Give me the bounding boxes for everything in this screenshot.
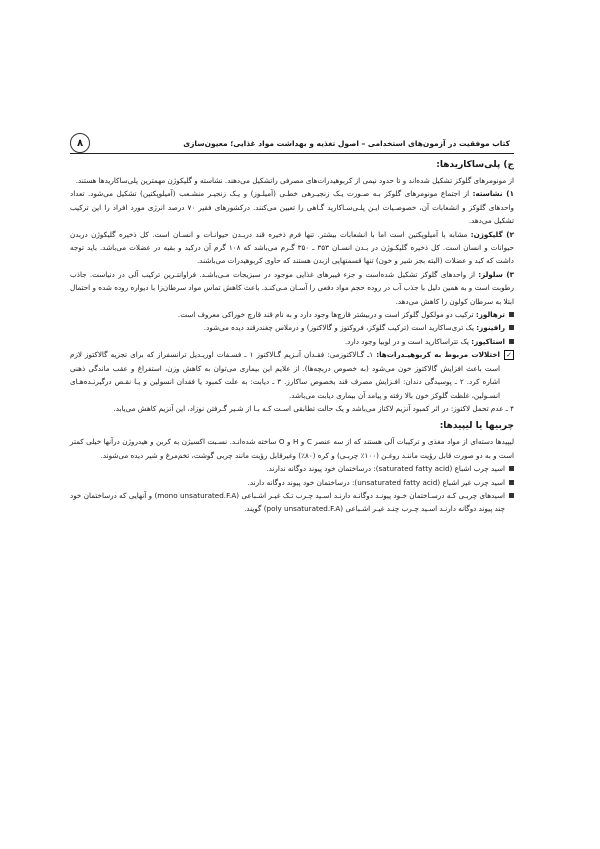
square-bullet-icon [509, 480, 514, 485]
bullet-text: اسید چرب اشباع (saturated fatty acid): درساختمان خود پیوند دوگانه ندارند. [266, 464, 505, 474]
bullet-text: یک تتراساکارید است و در لوبیا وجود دارد. [344, 336, 469, 346]
starch-text: از اجتماع مونومرهای گلوکز بـه صـورت یـک زنجیـرهی خطـی (آمیلـوز) و یـک زنجیـر منشـعب (آمیلوپکتین) تشکیل می‌شود. تعداد واحدهای گلوکز و انشعابات آن، خصوصـیات ایـن پلـی‌سـاکارید گـاهی را تعیین می‌کنند. درکشورهای فقیر ۷۰ درصد انرژی مورد افراد را این ترکیب تشکیل می‌دهد. [70, 189, 515, 226]
square-bullet-icon [509, 312, 514, 317]
glycogen-label: ۲) گلیکوژن: [470, 229, 514, 239]
starch-paragraph [70, 187, 514, 227]
disorders-text: ۱ـ گـالاکتوزمی: فقـدان آنـزیم گـالاکتوز ۱ ـ فسـفات اوریـدیل ترانسفراز که برای تجزیه گالاکتوز لازم است باعث افزایش گالاکتوز خون می‌شود (به خصوص دربچه‌ها). از علایم این بیماری می‌توان به کاهش وزن، استفراغ و عقب ماندگی ذهنی اشاره کرد. ۲ ـ پوسیدگی دندان: افـزایش مصرف قند بخصوص ساکارز. ۳ ـ دیابت: به علت کمبود یا فقدان انسولین و یـا نقـص درگیرنـده‌هـای انسـولین، غلظت گلوکز خون بالا رفته و پیامد آن بیماری دیابت می‌باشد. [70, 350, 501, 400]
cellulose-paragraph [70, 268, 514, 308]
disorders-title: اختلالات مربوط به کربوهیـدرات‌ها: [376, 350, 500, 360]
list-item [70, 489, 514, 516]
section-title-lipids: چربیها یا لیپیدها: [439, 421, 514, 432]
section-title-polysaccharides: ج) پلی‌ساکاریدها: [436, 160, 514, 170]
square-bullet-icon [509, 493, 514, 498]
glycogen-text: مشابه با آمیلوپکتین است اما با انشعابات بیشتر. تنها فرم ذخیره قند دربـدن حیوانـات و انسـان است. کل ذخیره گلیکوژن دربدن حیوانات و انسان است. کل ذخیره گلیکـوژن در بـدن انسـان ۳۵۳ ـ ۳۵۰ گـرم می‌باشد که ۱۰۸ گرم آن درکبد و بقیه در عضلات می‌باشد. باید توجه داشت که کبد و عضلات (البته بجز شیر و خون) تنها قسمتهایی ازبدن هستند که حاوی کربوهیدرات می‌باشند. [70, 229, 514, 266]
running-title: کتاب موفقیت در آزمون‌های استخدامی – اصول تغذیه و بهداشت مواد غذایی؛ معیون‌سازی [183, 138, 510, 148]
page-number: ۸ [70, 133, 90, 153]
bullet-label: استاکیوز: [471, 336, 505, 346]
checkbox-icon: ✓ [504, 350, 514, 360]
bullet-label: ترهالوز: [475, 310, 505, 320]
cellulose-label: ۳) سلولز: [478, 269, 514, 279]
square-bullet-icon [509, 339, 514, 344]
square-bullet-icon [509, 466, 514, 471]
bullet-text: اسید چرب غیر اشباع (unsaturated fatty acid): درساختمان خود پیوند دوگانه دارند. [247, 477, 505, 487]
square-bullet-icon [509, 325, 514, 330]
body-text [70, 159, 514, 516]
running-header [70, 135, 514, 154]
bullet-text: یک تری‌ساکارید است (ترکیب گلوکز، فروکتوز و گالاکتوز) و درملاس چغندرقند دیده می‌شود. [203, 323, 474, 333]
glycogen-paragraph [70, 228, 514, 268]
bullet-label: رافینوز: [476, 323, 505, 333]
list-item [70, 476, 514, 489]
bullet-text: ترکیب دو مولکول گلوکز است و دربیشتر قارچ‌ها وجود دارد و به نام قند قارچ خوراکی معروف است. [177, 310, 474, 320]
list-item [70, 321, 514, 334]
lactose-paragraph: ۴ ـ عدم تحمل لاکتوز: در اثر کمبود آنزیم لاکتاز می‌باشد و یک حالت تطابقی اسـت کـه بـا از شـیر گـرفتن نوزاد، این آنزیم کاهش می‌یابد. [113, 403, 514, 413]
cellulose-text: از واحدهای گلوکز تشکیل شده‌است و جزء فیبرهای غذایی موجود در سبزیجات مـی‌باشـد. فراوانتـرین ترکیب آلی در دنیاست. جاذب رطوبت است و به همین دلیل با جذب آب در روده حجم مواد دفعی را آسـان مـی‌کنـد. باعث کاهش تماس مواد سرطان‌زا با دیواره روده شده و احتمال ابتلا به سرطان کولون را کاهش می‌دهد. [70, 269, 514, 306]
starch-label: ۱) نشاسته: [472, 189, 514, 199]
bullet-text: اسیدهای چربـی کـه درسـاختمان خـود پیونـد دوگانـه دارنـد اسـید چـرب تـک غیـر اشـباعی (mono unsaturated.F.A) و آنهایی که درساختمان خود چند پیوند دوگانه دارنـد اسـید چـرب چنـد غیـر اشـباعی (poly unsaturated.F.A) گویند. [70, 490, 505, 514]
list-item [70, 308, 514, 321]
list-item [70, 462, 514, 475]
document-page [70, 135, 514, 516]
lipids-intro: لیپیدها دسته‌ای از مواد مغذی و ترکیبات آلی هستند که از سه عنصر C و H و O ساخته شده‌انـد. نسـبت اکسیژن به کربن و هیدروژن درآنها خیلی کمتر است و به دو صورت قابل رؤیت ماننـد روغـن (۱۰۰٪ چربـی) و کره (۸۰٪) وغیرقابل رؤیت مانند چربی گوشت، تخم‌مرغ و شیر دیده می‌شوند. [70, 437, 515, 460]
list-item [70, 335, 514, 348]
polysaccharides-intro: از مونومرهای گلوکز تشکیل شده‌اند و تا حدود نیمی از کربوهیدرات‌های مصرفی راتشکیل می‌دهند. نشاسته و گلیکوژن مهمترین پلی‌ساکاریدها هستند. [75, 176, 514, 185]
disorders-paragraph [70, 348, 514, 402]
